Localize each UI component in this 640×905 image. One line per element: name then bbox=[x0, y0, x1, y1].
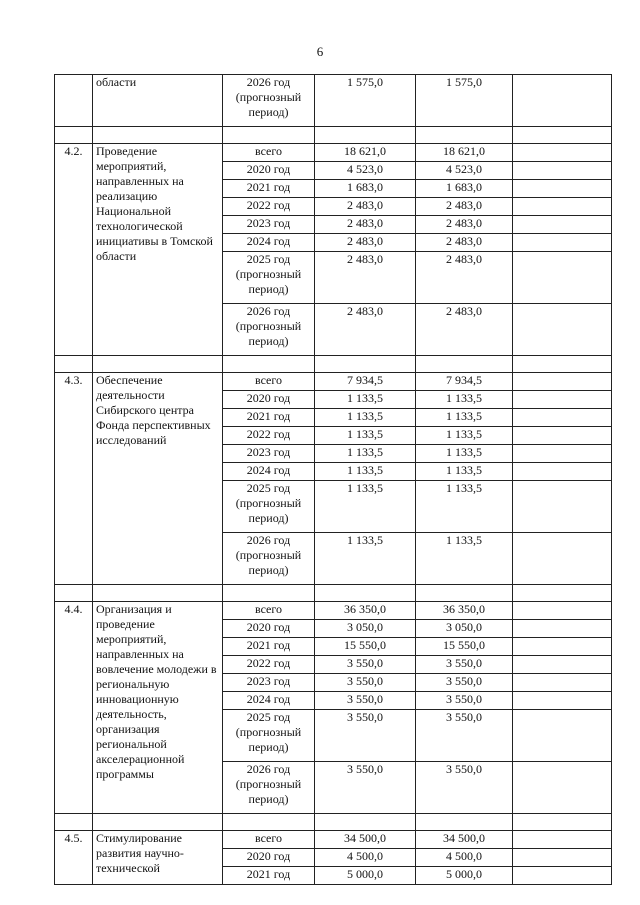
regional-budget-cell: 1 133,5 bbox=[416, 463, 513, 481]
empty-cell bbox=[513, 638, 612, 656]
period-cell: 2020 год bbox=[223, 391, 315, 409]
separator-cell bbox=[223, 585, 315, 602]
separator-cell bbox=[513, 585, 612, 602]
total-cell: 18 621,0 bbox=[315, 144, 416, 162]
regional-budget-cell: 3 550,0 bbox=[416, 692, 513, 710]
empty-cell bbox=[513, 391, 612, 409]
total-cell: 2 483,0 bbox=[315, 252, 416, 304]
total-cell: 3 550,0 bbox=[315, 674, 416, 692]
regional-budget-cell: 1 133,5 bbox=[416, 481, 513, 533]
separator-cell bbox=[315, 356, 416, 373]
period-cell: 2023 год bbox=[223, 216, 315, 234]
separator-cell bbox=[55, 127, 93, 144]
empty-cell bbox=[513, 481, 612, 533]
empty-cell bbox=[513, 533, 612, 585]
regional-budget-cell: 1 133,5 bbox=[416, 409, 513, 427]
empty-cell bbox=[513, 762, 612, 814]
separator-cell bbox=[416, 127, 513, 144]
regional-budget-cell: 34 500,0 bbox=[416, 831, 513, 849]
regional-budget-cell: 3 050,0 bbox=[416, 620, 513, 638]
regional-budget-cell: 36 350,0 bbox=[416, 602, 513, 620]
period-cell: 2026 год (прогнозный период) bbox=[223, 762, 315, 814]
regional-budget-cell: 2 483,0 bbox=[416, 198, 513, 216]
separator-cell bbox=[55, 356, 93, 373]
total-cell: 1 575,0 bbox=[315, 75, 416, 127]
period-cell: 2021 год bbox=[223, 180, 315, 198]
total-cell: 2 483,0 bbox=[315, 198, 416, 216]
regional-budget-cell: 1 133,5 bbox=[416, 445, 513, 463]
empty-cell bbox=[513, 198, 612, 216]
period-cell: 2023 год bbox=[223, 445, 315, 463]
section-number: 4.3. bbox=[55, 373, 93, 585]
separator-cell bbox=[416, 814, 513, 831]
total-cell: 1 133,5 bbox=[315, 481, 416, 533]
empty-cell bbox=[513, 304, 612, 356]
section-separator bbox=[55, 585, 612, 602]
table-row bbox=[55, 75, 612, 127]
empty-cell bbox=[513, 216, 612, 234]
empty-cell bbox=[513, 620, 612, 638]
separator-cell bbox=[223, 127, 315, 144]
budget-table-body bbox=[55, 75, 612, 885]
empty-cell bbox=[513, 427, 612, 445]
total-cell: 1 133,5 bbox=[315, 391, 416, 409]
total-cell: 3 050,0 bbox=[315, 620, 416, 638]
regional-budget-cell: 15 550,0 bbox=[416, 638, 513, 656]
page-number: 6 bbox=[316, 44, 324, 59]
period-cell: 2025 год (прогнозный период) bbox=[223, 710, 315, 762]
regional-budget-cell: 2 483,0 bbox=[416, 216, 513, 234]
total-cell: 2 483,0 bbox=[315, 304, 416, 356]
separator-cell bbox=[223, 814, 315, 831]
section-separator bbox=[55, 814, 612, 831]
empty-cell bbox=[513, 602, 612, 620]
separator-cell bbox=[513, 127, 612, 144]
section-number: 4.2. bbox=[55, 144, 93, 356]
period-cell: 2026 год (прогнозный период) bbox=[223, 75, 315, 127]
total-cell: 15 550,0 bbox=[315, 638, 416, 656]
total-cell: 3 550,0 bbox=[315, 656, 416, 674]
table-row bbox=[55, 373, 612, 391]
empty-cell bbox=[513, 831, 612, 849]
regional-budget-cell: 1 683,0 bbox=[416, 180, 513, 198]
regional-budget-cell: 2 483,0 bbox=[416, 234, 513, 252]
regional-budget-cell: 1 133,5 bbox=[416, 427, 513, 445]
separator-cell bbox=[223, 356, 315, 373]
total-cell: 36 350,0 bbox=[315, 602, 416, 620]
regional-budget-cell: 3 550,0 bbox=[416, 656, 513, 674]
empty-cell bbox=[513, 710, 612, 762]
separator-cell bbox=[315, 585, 416, 602]
section-name: Проведение мероприятий, направленных на реализацию Национальной технологической инициативы в Томской области bbox=[93, 144, 223, 356]
period-cell: 2022 год bbox=[223, 427, 315, 445]
period-cell: всего bbox=[223, 602, 315, 620]
period-cell: всего bbox=[223, 831, 315, 849]
regional-budget-cell: 2 483,0 bbox=[416, 304, 513, 356]
period-cell: 2026 год (прогнозный период) bbox=[223, 304, 315, 356]
section-number: 4.5. bbox=[55, 831, 93, 885]
budget-table bbox=[54, 74, 612, 885]
empty-cell bbox=[513, 849, 612, 867]
total-cell: 1 133,5 bbox=[315, 409, 416, 427]
period-cell: 2020 год bbox=[223, 162, 315, 180]
separator-cell bbox=[55, 585, 93, 602]
empty-cell bbox=[513, 656, 612, 674]
period-cell: 2026 год (прогнозный период) bbox=[223, 533, 315, 585]
total-cell: 5 000,0 bbox=[315, 867, 416, 885]
regional-budget-cell: 1 133,5 bbox=[416, 533, 513, 585]
separator-cell bbox=[315, 814, 416, 831]
period-cell: 2022 год bbox=[223, 198, 315, 216]
table-row bbox=[55, 602, 612, 620]
period-cell: 2020 год bbox=[223, 620, 315, 638]
section-name: Стимулирование развития научно-технической bbox=[93, 831, 223, 885]
table-row bbox=[55, 831, 612, 849]
total-cell: 34 500,0 bbox=[315, 831, 416, 849]
empty-cell bbox=[513, 409, 612, 427]
empty-cell bbox=[513, 234, 612, 252]
period-cell: 2024 год bbox=[223, 692, 315, 710]
empty-cell bbox=[513, 373, 612, 391]
separator-cell bbox=[416, 585, 513, 602]
period-cell: 2024 год bbox=[223, 463, 315, 481]
total-cell: 1 133,5 bbox=[315, 445, 416, 463]
empty-cell bbox=[513, 162, 612, 180]
period-cell: 2021 год bbox=[223, 409, 315, 427]
empty-cell bbox=[513, 692, 612, 710]
regional-budget-cell: 1 133,5 bbox=[416, 391, 513, 409]
period-cell: 2024 год bbox=[223, 234, 315, 252]
regional-budget-cell: 18 621,0 bbox=[416, 144, 513, 162]
regional-budget-cell: 7 934,5 bbox=[416, 373, 513, 391]
table-row bbox=[55, 144, 612, 162]
total-cell: 3 550,0 bbox=[315, 762, 416, 814]
section-number bbox=[55, 75, 93, 127]
section-number: 4.4. bbox=[55, 602, 93, 814]
period-cell: 2023 год bbox=[223, 674, 315, 692]
section-separator bbox=[55, 356, 612, 373]
separator-cell bbox=[55, 814, 93, 831]
separator-cell bbox=[93, 127, 223, 144]
separator-cell bbox=[315, 127, 416, 144]
regional-budget-cell: 5 000,0 bbox=[416, 867, 513, 885]
regional-budget-cell: 2 483,0 bbox=[416, 252, 513, 304]
total-cell: 1 133,5 bbox=[315, 427, 416, 445]
total-cell: 4 500,0 bbox=[315, 849, 416, 867]
section-name: Обеспечение деятельности Сибирского центра Фонда перспективных исследований bbox=[93, 373, 223, 585]
period-cell: всего bbox=[223, 144, 315, 162]
total-cell: 7 934,5 bbox=[315, 373, 416, 391]
section-name: области bbox=[93, 75, 223, 127]
separator-cell bbox=[93, 814, 223, 831]
section-separator bbox=[55, 127, 612, 144]
total-cell: 2 483,0 bbox=[315, 216, 416, 234]
empty-cell bbox=[513, 75, 612, 127]
regional-budget-cell: 4 523,0 bbox=[416, 162, 513, 180]
period-cell: 2021 год bbox=[223, 638, 315, 656]
separator-cell bbox=[93, 356, 223, 373]
empty-cell bbox=[513, 252, 612, 304]
separator-cell bbox=[513, 814, 612, 831]
period-cell: всего bbox=[223, 373, 315, 391]
empty-cell bbox=[513, 445, 612, 463]
regional-budget-cell: 3 550,0 bbox=[416, 762, 513, 814]
total-cell: 3 550,0 bbox=[315, 692, 416, 710]
period-cell: 2022 год bbox=[223, 656, 315, 674]
total-cell: 2 483,0 bbox=[315, 234, 416, 252]
period-cell: 2025 год (прогнозный период) bbox=[223, 252, 315, 304]
total-cell: 1 683,0 bbox=[315, 180, 416, 198]
empty-cell bbox=[513, 674, 612, 692]
section-name: Организация и проведение мероприятий, направленных на вовлечение молодежи в региональную инновационную деятельность, организация региональной акселерационной программы bbox=[93, 602, 223, 814]
period-cell: 2021 год bbox=[223, 867, 315, 885]
separator-cell bbox=[513, 356, 612, 373]
period-cell: 2020 год bbox=[223, 849, 315, 867]
regional-budget-cell: 3 550,0 bbox=[416, 710, 513, 762]
regional-budget-cell: 1 575,0 bbox=[416, 75, 513, 127]
period-cell: 2025 год (прогнозный период) bbox=[223, 481, 315, 533]
regional-budget-cell: 4 500,0 bbox=[416, 849, 513, 867]
total-cell: 1 133,5 bbox=[315, 463, 416, 481]
total-cell: 1 133,5 bbox=[315, 533, 416, 585]
total-cell: 3 550,0 bbox=[315, 710, 416, 762]
empty-cell bbox=[513, 463, 612, 481]
separator-cell bbox=[416, 356, 513, 373]
empty-cell bbox=[513, 867, 612, 885]
total-cell: 4 523,0 bbox=[315, 162, 416, 180]
empty-cell bbox=[513, 144, 612, 162]
regional-budget-cell: 3 550,0 bbox=[416, 674, 513, 692]
separator-cell bbox=[93, 585, 223, 602]
empty-cell bbox=[513, 180, 612, 198]
